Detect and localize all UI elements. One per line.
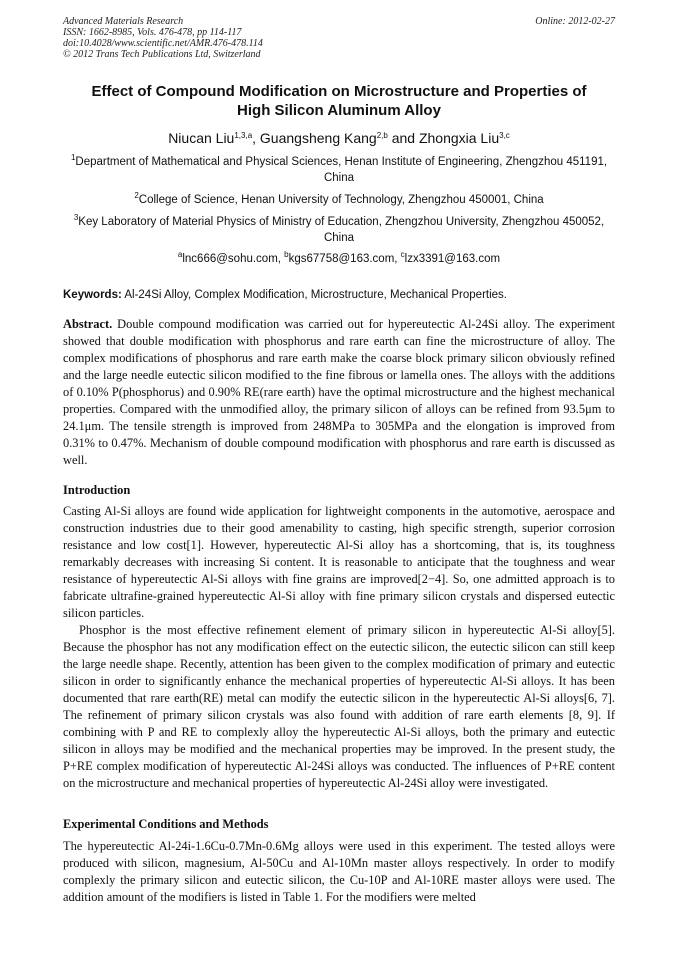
affiliation-marker: 2 bbox=[134, 191, 139, 200]
author-superscript: 3,c bbox=[499, 131, 510, 140]
affiliation-marker: 1 bbox=[70, 153, 76, 162]
email-address: kgs67758@163.com, bbox=[288, 253, 401, 265]
email-addresses bbox=[63, 251, 615, 267]
introduction-body bbox=[63, 503, 615, 792]
journal-name: Advanced Materials Research bbox=[63, 16, 184, 27]
keywords bbox=[63, 288, 615, 303]
introduction-heading: Introduction bbox=[63, 483, 131, 497]
affiliation-text: Department of Mathematical and Physical Sciences, Henan Institute of Engineering, Zhengzhou 451191, China bbox=[75, 156, 608, 184]
affiliation-text: Key Laboratory of Material Physics of Ministry of Education, Zhengzhou University, Zhengzhou 450052, China bbox=[78, 216, 605, 244]
affiliation-2 bbox=[63, 192, 615, 208]
author-superscript: 1,3,a bbox=[234, 131, 253, 140]
author-separator: and bbox=[387, 130, 419, 146]
author-separator: , bbox=[252, 130, 260, 146]
title-line-2: High Silicon Aluminum Alloy bbox=[237, 102, 441, 119]
issn-line: ISSN: 1662-8985, Vols. 476-478, pp 114-117 bbox=[63, 27, 242, 38]
experimental-heading: Experimental Conditions and Methods bbox=[63, 817, 269, 831]
paragraph: Casting Al-Si alloys are found wide application for lightweight components in the automotive, aerospace and construction industries due to their good amenability to casting, high specific strength, superior corrosion resistance and low cost[1]. However, hypereutectic Al-Si alloy has a shortcoming, that is, its toughness remarkably decreases with increasing Si content. It is reasonable to anticipate that the toughness and wear resistance of hypereutectic Al-Si alloys with fine grains are improved[2−4]. So, one admitted approach is to fabricate ultrafine-grained hypereutectic Al-Si alloy with fine primary silicon crystals and dispersed eutectic silicon particles. bbox=[63, 504, 615, 620]
copyright-line: © 2012 Trans Tech Publications Ltd, Switzerland bbox=[63, 49, 261, 60]
email-address: lzx3391@163.com bbox=[404, 253, 501, 265]
abstract bbox=[63, 316, 615, 469]
keywords-text: Al-24Si Alloy, Complex Modification, Microstructure, Mechanical Properties. bbox=[121, 289, 507, 301]
abstract-label: Abstract. bbox=[63, 317, 113, 331]
email-marker: c bbox=[400, 250, 405, 259]
paragraph: The hypereutectic Al-24i-1.6Cu-0.7Mn-0.6Mg alloys were used in this experiment. The tested alloys were produced with silicon, magnesium, Al-50Cu and Al-10Mn master alloys respectively. In order to modify complexly the primary silicon and eutectic silicon, the Cu-10P and Al-10RE master alloys were used. The addition amount of the modifiers is listed in Table 1. For the modifiers were melted bbox=[63, 839, 615, 904]
abstract-text: Double compound modification was carried out for hypereutectic Al-24Si alloy. The experiment showed that double modification with phosphorus and rare earth can fine the microstructure of alloy. The complex modifications of phosphorus and rare earth make the coarse block primary silicon obviously refined and the large needle eutectic silicon modified to the fine fibrous or lamella ones. The alloys with the additions of 0.10% P(phosphorus) and 0.90% RE(rare earth) have the optimal microstructure and the highest mechanical properties. Compared with the unmodified alloy, the primary silicon of alloys can be refined from 93.5μm to 24.1μm. The tensile strength is improved from 248MPa to 305MPa and the elongation is improved from 0.31% to 0.47%. Mechanism of double compound modification with phosphorus and rare earth is discussed as well. bbox=[63, 317, 615, 467]
publication-header bbox=[63, 16, 615, 60]
email-marker: b bbox=[284, 250, 289, 259]
affiliation-1 bbox=[63, 154, 615, 186]
affiliation-3 bbox=[63, 214, 615, 246]
author-name: Niucan Liu bbox=[168, 130, 235, 146]
author-superscript: 2,b bbox=[376, 131, 388, 140]
online-date: Online: 2012-02-27 bbox=[535, 16, 615, 27]
keywords-label: Keywords: bbox=[63, 289, 122, 301]
author-name: Guangsheng Kang bbox=[259, 130, 377, 146]
email-marker: a bbox=[177, 250, 183, 259]
paper-title bbox=[63, 82, 615, 120]
title-line-1: Effect of Compound Modification on Microstructure and Properties of bbox=[91, 83, 587, 100]
email-address: lnc666@sohu.com, bbox=[182, 253, 285, 265]
experimental-body bbox=[63, 838, 615, 906]
author-name: Zhongxia Liu bbox=[418, 130, 500, 146]
author-list bbox=[63, 129, 615, 147]
paragraph: Phosphor is the most effective refinement element of primary silicon in hypereutectic Al-Si alloy[5]. Because the phosphor has not any modification effect on the eutectic silicon, the eutectic silicon can still keep the large needle shape. Recently, attention has been given to the complex modification of primary and eutectic silicon in order to significantly enhance the mechanical properties of hypereutectic Al-Si alloys. It has been documented that rare earth(RE) metal can modify the eutectic silicon in the hypereutectic Al-Si alloys[6, 7]. The refinement of primary silicon crystals was also found with addition of rare earth elements [8, 9]. If combining with P and RE to complexly alloy the hypereutectic Al-Si alloys, both the primary and eutectic silicon in alloys may be modified and the mechanical properties may be improved. In the present study, the P+RE complex modification of hypereutectic Al-24Si alloys was conducted. The influences of P+RE content on the microstructure and mechanical properties of hypereutectic Al-24Si alloy were investigated. bbox=[63, 623, 615, 790]
affiliation-marker: 3 bbox=[73, 213, 79, 222]
affiliation-text: College of Science, Henan University of Technology, Zhengzhou 450001, China bbox=[138, 194, 544, 206]
doi-line: doi:10.4028/www.scientific.net/AMR.476-478.114 bbox=[63, 38, 263, 49]
